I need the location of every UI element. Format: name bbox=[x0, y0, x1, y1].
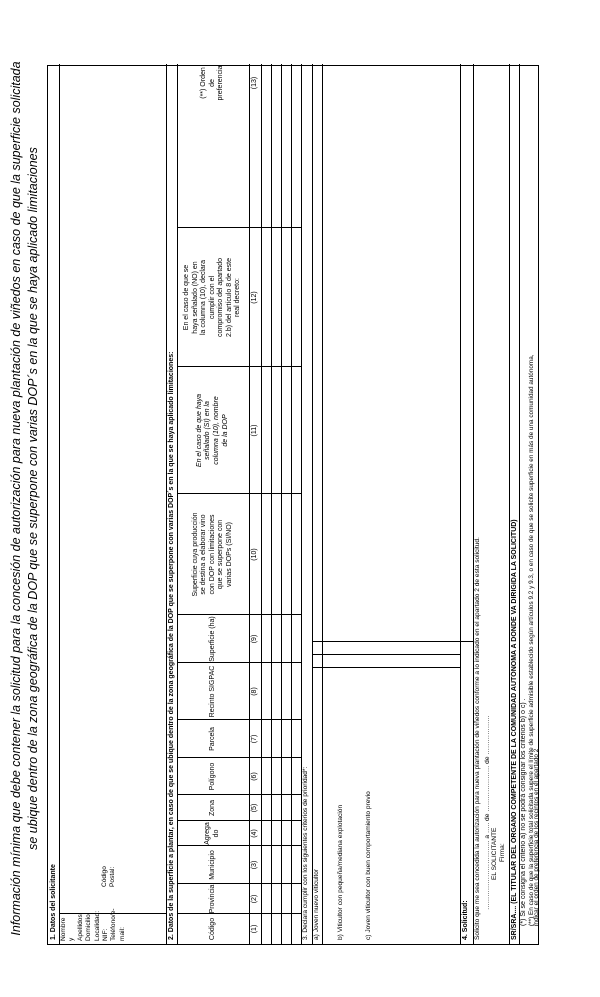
col-parcela: Parcela bbox=[208, 727, 216, 751]
section4-heading: 4. Solicitud: bbox=[462, 900, 469, 940]
col-num: (9) bbox=[251, 634, 258, 644]
criterion-b: b) Viticultor con pequeña/mediana explotación bbox=[337, 804, 344, 940]
col-agregado: Agrega do bbox=[204, 822, 220, 845]
criterion-c: c) Joven viticultor con buen comportamiento previo bbox=[365, 791, 372, 940]
section4-text: Solicito que me sea concedida la autorización para nueva plantación de viñedos conforme a lo indicado en el apartado 2 de esta solicitud. bbox=[474, 537, 481, 940]
col-num: (13) bbox=[251, 76, 258, 90]
col-num: (11) bbox=[251, 424, 258, 437]
field-nif: NIF: bbox=[102, 928, 110, 941]
col-num: (7) bbox=[251, 734, 258, 744]
footnote-3: indicar el orden de preferencia de los recintos en el apartado 2 bbox=[533, 748, 540, 926]
field-localidad: Localidad: bbox=[93, 910, 101, 941]
solicitante-label: EL SOLICITANTE bbox=[491, 827, 498, 880]
firma-label: Firma: bbox=[499, 843, 506, 862]
col-num: (1) bbox=[251, 924, 258, 934]
col-provincia: Provincia bbox=[208, 884, 216, 914]
section3-heading: 3. Declara cumplir con los siguientes criterios de prioridad*: bbox=[302, 766, 309, 940]
field-telefono: Teléfono/e-mail: bbox=[110, 908, 126, 941]
date-line: ………………………….. a ….. de ………………… de ……………… bbox=[484, 715, 491, 910]
col-zona: Zona bbox=[208, 800, 216, 816]
col-num: (4) bbox=[251, 829, 258, 838]
col-num: (2) bbox=[251, 894, 258, 904]
col-superficie: Superficie (ha) bbox=[208, 616, 216, 662]
col-num: (12) bbox=[251, 291, 258, 304]
col-nombre-dop: En el caso de que haya señalado (SI) en la columna (10), nombre de la DOP bbox=[195, 393, 229, 468]
document-title-line-2: se ubique dentro de la zona geográfica de la DOP que se superpone con varias DOP´s en la que se haya aplicado limitaciones bbox=[26, 147, 40, 850]
col-num: (8) bbox=[251, 687, 258, 696]
section2-heading: 2. Datos de la superficie a plantar, en caso de que se ubique dentro de la zona geográfica de la DOP que se superpone con varias DOP´s en la que se haya aplicado limitaciones: bbox=[168, 351, 175, 940]
col-orden-preferencia: (**) Orden de preferencia bbox=[200, 65, 225, 101]
document-title-line-1: Información mínima que debe contener la solicitud para la concesión de autorización para nueva plantación de viñedos en caso de que la superficie solicitada bbox=[9, 61, 23, 936]
col-num: (6) bbox=[251, 772, 258, 781]
field-codigo-postal: Código Postal: bbox=[101, 866, 117, 887]
footnote-1: (*) Si se consigna el criterio a) no se podrá consignar los criterios b) o c) . bbox=[520, 698, 527, 926]
col-num: (10) bbox=[251, 548, 258, 561]
criterion-a: a) Joven nuevo viticultor bbox=[313, 868, 320, 940]
col-recinto: Recinto SIGPAC bbox=[208, 665, 216, 718]
footer-heading: SR/SRA.... (EL TITULAR DEL ÓRGANO COMPETENTE DE LA COMUNIDAD AUTÓNOMA A DONDE VA DIRIGIDA LA SOLICITUD) bbox=[511, 519, 518, 940]
col-codigo: Código bbox=[208, 917, 216, 941]
col-poligono: Polígono bbox=[208, 762, 216, 791]
col-superficie-dop: Superficie cuya producción se destina a elaborar vino con DOP con limitaciones que se superpone con varias DOPs (SI/NO) bbox=[191, 512, 233, 597]
application-form bbox=[47, 65, 539, 945]
col-num: (5) bbox=[251, 803, 258, 813]
field-domicilio: Domicilio: bbox=[85, 912, 93, 941]
section1-heading: 1. Datos del solicitante bbox=[50, 864, 57, 940]
col-num: (3) bbox=[251, 860, 258, 870]
col-municipio: Municipio bbox=[208, 850, 216, 880]
applicant-fields bbox=[60, 908, 127, 941]
field-nombre: Nombre y Apellidos: bbox=[60, 912, 84, 941]
col-compromiso: En el caso de que se haya señalado (NO) en la columna (10), declara cumplir con el compromiso del apartado 2.b) del artículo 8 de este real decreto: bbox=[182, 258, 242, 337]
footnote-2: (**) En caso de que la superficie total solicitada supere el límite de superficie admisible establecido según artículos 9.2 y 9.3, o en caso de que se solicite superficie en más de una comunidad autónoma, bbox=[528, 354, 535, 926]
